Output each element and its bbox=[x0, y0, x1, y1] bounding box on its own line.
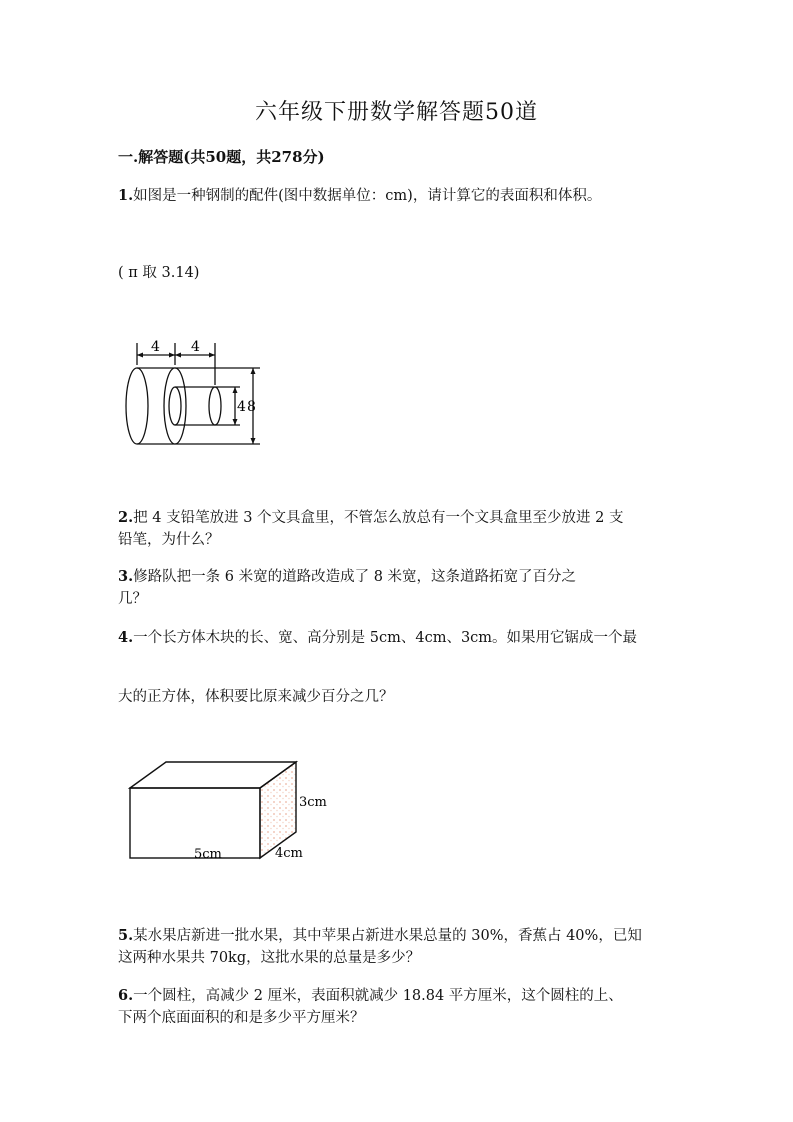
question-2 bbox=[118, 507, 698, 551]
dim-label-b: 4 bbox=[191, 339, 200, 355]
dim-label-d: 8 bbox=[247, 399, 256, 415]
question-text-line2: 铅笔，为什么？ bbox=[118, 532, 220, 548]
question-text-line1: 把 4 支铅笔放进 3 个文具盒里，不管怎么放总有一个文具盒里至少放进 2 支 bbox=[133, 510, 624, 526]
section-heading: 一.解答题(共50题，共278分) bbox=[118, 148, 325, 166]
question-text-line1: 某水果店新进一批水果，其中苹果占新进水果总量的 30%，香蕉占 40%，已知 bbox=[133, 928, 642, 944]
question-text-line1: 一个长方体木块的长、宽、高分别是 5cm、4cm、3cm。如果用它锯成一个最 bbox=[133, 630, 638, 646]
figure-cuboid bbox=[122, 758, 342, 866]
figure-steel-part bbox=[115, 335, 275, 450]
dim-label-c: 4 bbox=[237, 399, 246, 415]
height-label: 3cm bbox=[299, 795, 327, 810]
question-1-note: ( π 取 3.14) bbox=[118, 265, 200, 281]
page-title: 六年级下册数学解答题50道 bbox=[255, 100, 538, 125]
question-text-line1: 修路队把一条 6 米宽的道路改造成了 8 米宽，这条道路拓宽了百分之 bbox=[133, 569, 577, 585]
question-3 bbox=[118, 566, 678, 610]
question-number: 4. bbox=[118, 629, 134, 646]
question-text-line2: 下两个底面面积的和是多少平方厘米？ bbox=[118, 1010, 365, 1026]
question-text: 如图是一种钢制的配件(图中数据单位：cm)，请计算它的表面积和体积。 bbox=[133, 188, 602, 204]
question-5 bbox=[118, 925, 698, 969]
question-text-line2: 这两种水果共 70kg，这批水果的总量是多少？ bbox=[118, 950, 421, 966]
width-label: 4cm bbox=[275, 846, 303, 861]
question-number: 1. bbox=[118, 187, 134, 204]
question-text-line2: 几？ bbox=[118, 591, 147, 607]
dim-label-a: 4 bbox=[151, 339, 160, 355]
question-text-line1: 一个圆柱，高减少 2 厘米，表面积就减少 18.84 平方厘米，这个圆柱的上、 bbox=[133, 988, 623, 1004]
length-label: 5cm bbox=[194, 847, 222, 862]
question-4-line1 bbox=[118, 627, 698, 649]
question-number: 3. bbox=[118, 568, 134, 585]
question-6 bbox=[118, 985, 698, 1029]
question-4-line2: 大的正方体，体积要比原来减少百分之几？ bbox=[118, 689, 394, 705]
question-1 bbox=[118, 185, 718, 207]
question-number: 5. bbox=[118, 927, 134, 944]
question-number: 6. bbox=[118, 987, 134, 1004]
question-number: 2. bbox=[118, 509, 134, 526]
